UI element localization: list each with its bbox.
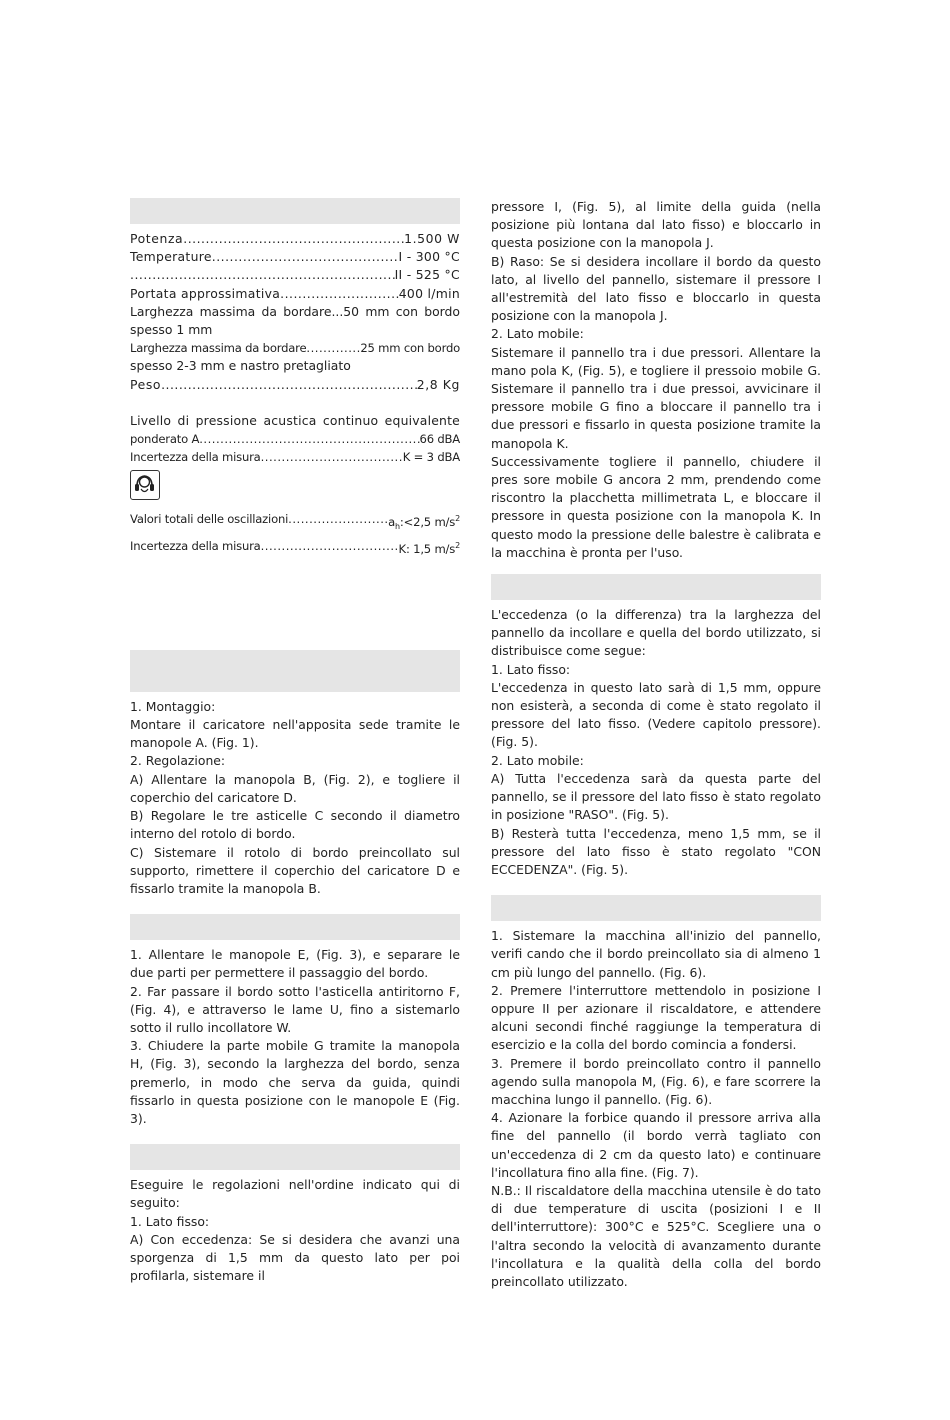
paragraph: Successivamente togliere il pannello, chiudere il pres sore mobile G ancora 2 mm, prendendo come riscontro la placchetta millimetrata L, e bloccare il pressore in questa posizione con la manopola K. In questo modo la pressione delle balestre è calibrata e la macchina è pronta per l'uso. <box>491 453 821 560</box>
spec-width-2-cont: spesso 2-3 mm e nastro pretagliato <box>130 358 351 374</box>
paragraph: A) Allentare la manopola B, (Fig. 2), e togliere il coperchio del caricatore D. <box>130 771 460 805</box>
paragraph: B) Regolare le tre asticelle C secondo il diametro interno del rotolo di bordo. <box>130 808 460 842</box>
section-header-specs <box>130 198 460 224</box>
paragraph: 1. Montaggio: <box>130 698 216 714</box>
paragraph: A) Tutta l'eccedenza sarà da questa parte del pannello, se il pressore del lato fisso è stato regolato in posizione "RASO". (Fig. 5). <box>491 770 821 823</box>
spec-flow: Portata approssimativa ..... 400 l/min <box>130 285 460 303</box>
spec-width-2: Larghezza massima da bordare ..... 25 mm con bordo <box>130 339 460 357</box>
section-header-assembly <box>130 650 460 692</box>
spec-temperature-1: Temperature ..... I - 300 °C <box>130 248 460 266</box>
paragraph: 3. Premere il bordo preincollato contro il pannello agendo sulla manopola M, (Fig. 6), e fare scorrere la macchina lungo il pannello. (Fig. 6). <box>491 1055 821 1107</box>
paragraph: 2. Premere l'interruttore mettendolo in posizione I oppure II per azionare il riscaldatore, e attendere alcuni secondi finché raggiunge la temperatura di esercizio e la colla del bordo comincia a fondersi. <box>491 982 821 1053</box>
paragraph: L'eccedenza (o la differenza) tra la larghezza del pannello da incollare e quella del bordo utilizzato, si distribuisce come segue: <box>491 607 821 659</box>
insertion-text <box>130 946 460 1128</box>
paragraph: N.B.: Il riscaldatore della macchina utensile è do tato di due temperature di uscita (posizioni I e II dell'interruttore): 300°C e 525°C. Scegliere una o l'altra secondo la velocità di avanzamento durante l'incollatura e la qualità della colla del bordo preincollato utilizzato. <box>491 1182 821 1289</box>
spec-temperature-2: ..... II - 525 °C <box>130 266 460 284</box>
paragraph: 1. Sistemare la macchina all'inizio del pannello, verifi cando che il bordo preincollato sia di almeno 1 cm più lungo del pannello. (Fig. 6). <box>491 928 821 980</box>
right-column <box>491 198 821 1291</box>
pressers-text-left <box>130 1176 460 1285</box>
paragraph: 3. Chiudere la parte mobile G tramite la manopola H, (Fig. 3), secondo la larghezza del bordo, senza premerlo, in modo che serva da guida, quindi fissarlo in questa posizione con le manopole E (Fig. 3). <box>130 1038 460 1126</box>
noise-weighted: ponderato A ..... 66 dBA <box>130 430 460 448</box>
paragraph: 1. Lato fisso: <box>491 661 571 677</box>
paragraph: Eseguire le regolazioni nell'ordine indicato qui di seguito: <box>130 1177 460 1211</box>
paragraph: pressore I, (Fig. 5), al limite della guida (nella posizione più lontana dal lato fisso) e bloccarlo in questa posizione con la manopola J. <box>491 199 821 251</box>
ear-protection-icon <box>130 470 160 500</box>
paragraph: A) Con eccedenza: Se si desidera che avanzi una sporgenza di 1,5 mm da questo lato per poi profilarla, sistemare il <box>130 1231 460 1284</box>
noise-uncertainty: Incertezza della misura ..... K = 3 dBA <box>130 448 460 466</box>
paragraph: C) Sistemare il rotolo di bordo preincollato sul supporto, rimettere il coperchio del caricatore D e fissarlo tramite la manopola B. <box>130 844 460 896</box>
section-header-pressers <box>130 1144 460 1170</box>
usage-text <box>491 927 821 1291</box>
vibration-total: Valori totali delle oscillazioni ..... $a_h:<2,5$ $m/s^2$ <box>130 510 460 536</box>
paragraph: 2. Lato mobile: <box>491 326 584 342</box>
spec-power: Potenza ..... 1.500 W <box>130 230 460 248</box>
paragraph: B) Resterà tutta l'eccedenza, meno 1,5 mm, se il pressore del lato fisso è stato regolato "CON ECCEDENZA". (Fig. 5). <box>491 825 821 877</box>
paragraph: 1. Lato fisso: <box>130 1213 210 1229</box>
excess-text <box>491 606 821 879</box>
paragraph: Sistemare il pannello tra i due pressori. Allentare la mano pola K, (Fig. 5), e togliere il pressoio mobile G. Sistemare il pannello tra i due pressoi, avvicinare il pressore mobile G fino a bloccare il pannello tra i due pressori e fissarlo in questa posizione tramite la manopola K. <box>491 344 821 451</box>
paragraph: 1. Allentare le manopole E, (Fig. 3), e separare le due parti per permettere il passaggio del bordo. <box>130 947 460 981</box>
paragraph: B) Raso: Se si desidera incollare il bordo da questo lato, al livello del pannello, sistemare il pressore I all'estremità del lato fisso e bloccarlo in questa posizione con la manopola J. <box>491 253 821 324</box>
paragraph: L'eccedenza in questo lato sarà di 1,5 mm, oppure non esisterà, a seconda di come è stato regolato il pressore del lato fisso. (Vedere capitolo pressore). (Fig. 5). <box>491 679 821 750</box>
section-header-excess <box>491 574 821 600</box>
paragraph: 2. Regolazione: <box>130 753 226 769</box>
pressers-text-right <box>491 198 821 562</box>
left-column <box>130 198 460 1285</box>
spec-weight: Peso ..... 2,8 Kg <box>130 376 460 394</box>
section-header-insertion <box>130 914 460 940</box>
paragraph: 2. Lato mobile: <box>491 752 584 768</box>
paragraph: 2. Far passare il bordo sotto l'asticella antiritorno F, (Fig. 4), e attraverso le lame U, fino a sistemarlo sotto il rullo incollatore W. <box>130 983 460 1035</box>
spec-width-1: Larghezza massima da bordare...50 mm con bordo spesso 1 mm <box>130 303 460 338</box>
noise-intro: Livello di pressione acustica continuo equivalente <box>130 412 460 428</box>
paragraph: 4. Azionare la forbice quando il pressore arriva alla fine del pannello (il bordo verrà tagliato con un'eccedenza di 2 cm da questo lato) e continuare l'incollatura fino alla fine. (Fig. 7). <box>491 1110 821 1180</box>
paragraph: Montare il caricatore nell'apposita sede tramite le manopole A. (Fig. 1). <box>130 717 460 751</box>
vibration-uncertainty: Incertezza della misura ..... K: 1,5 $m/s^2$ <box>130 537 460 558</box>
assembly-text <box>130 698 460 898</box>
section-header-usage <box>491 895 821 921</box>
